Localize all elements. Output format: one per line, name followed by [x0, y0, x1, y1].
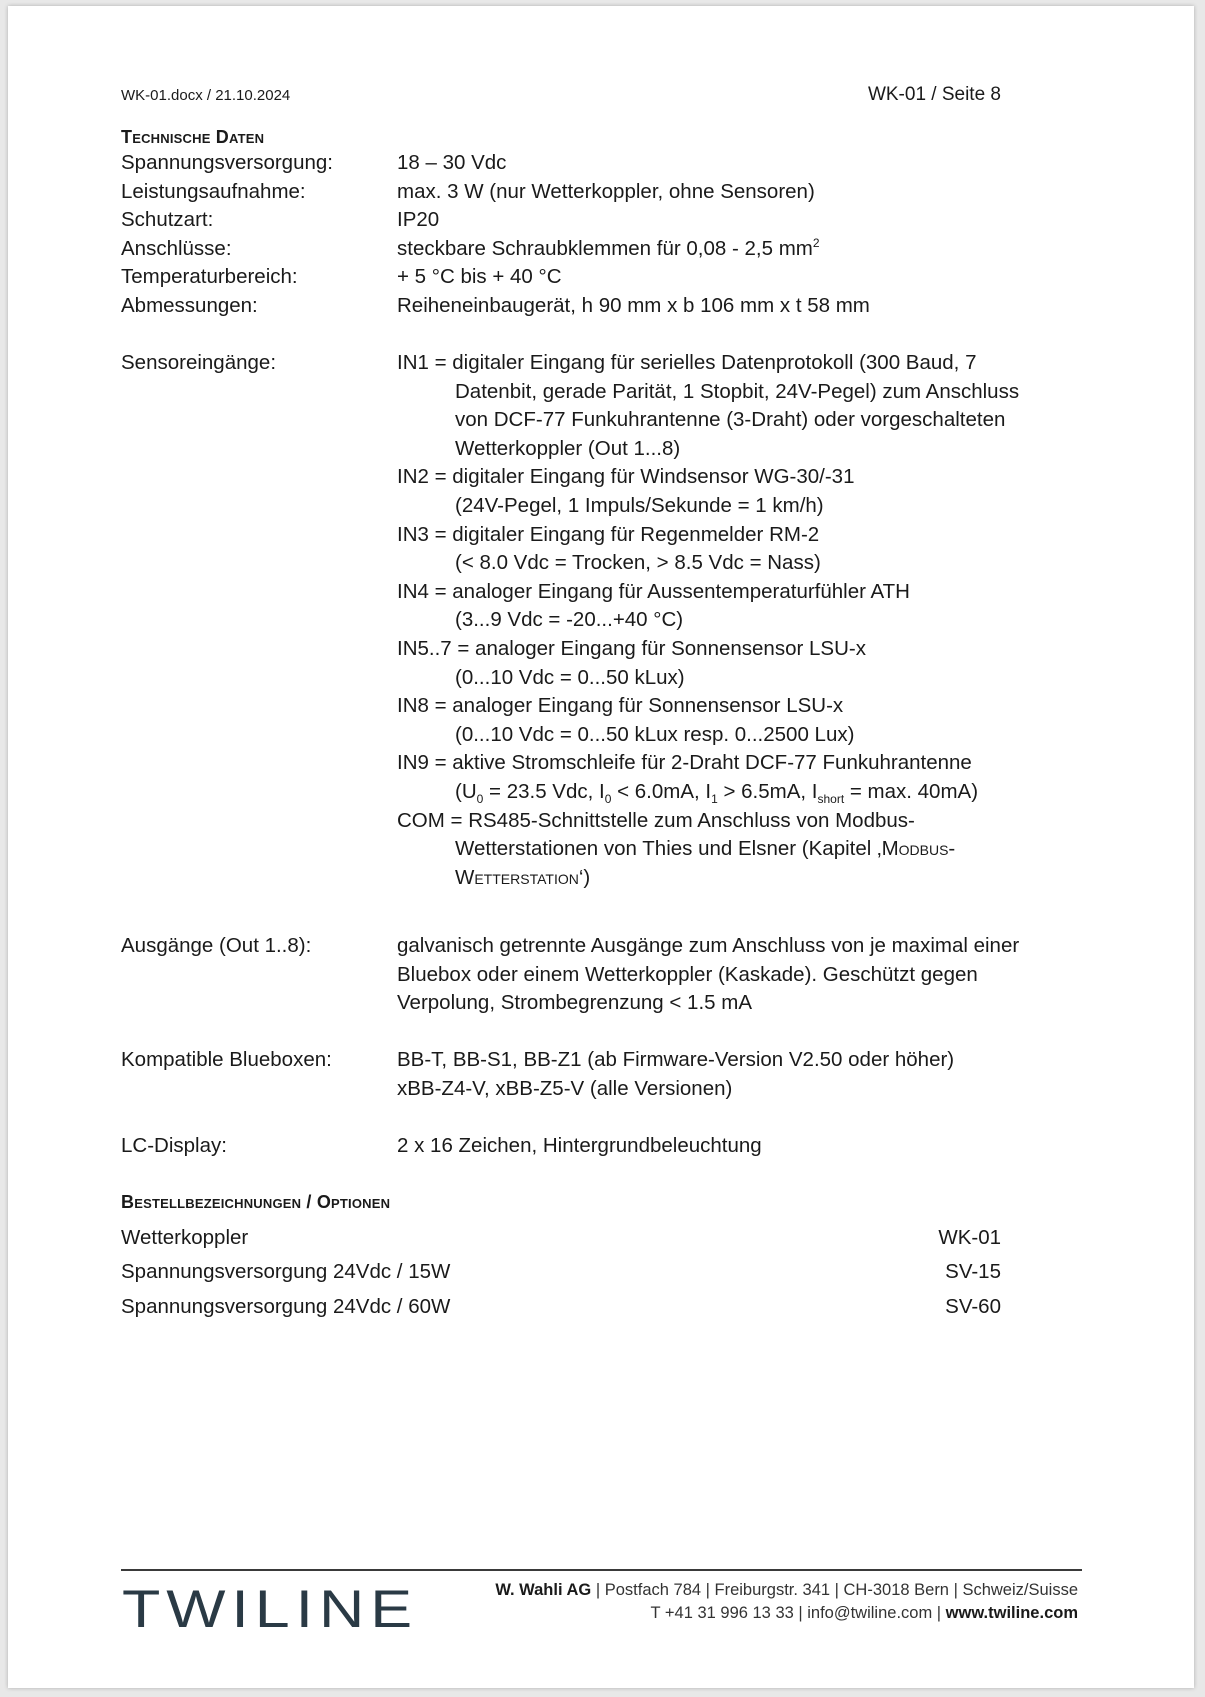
tech-label-dimensions: Abmessungen: — [121, 294, 258, 317]
sensor-com-line2: Wetterstationen von Thies und Elsner (Kapitel ‚Modbus- — [455, 837, 956, 861]
sensor-in4-line2: (3...9 Vdc = -20...+40 °C) — [455, 608, 684, 632]
tech-value-connections: steckbare Schraubklemmen für 0,08 - 2,5 $mm^2$ — [397, 235, 820, 260]
sensor-in1-line3: von DCF-77 Funkuhrantenne (3-Draht) oder vorgeschalteten — [455, 408, 1006, 432]
sensor-in2-line1: IN2 = digitaler Eingang für Windsensor WG-30/-31 — [397, 465, 855, 489]
tech-value-power: 18 – 30 Vdc — [397, 151, 507, 174]
sensors-label: Sensoreingänge: — [121, 351, 277, 374]
tech-label-power: Spannungsversorgung: — [121, 151, 333, 174]
sensor-in9-line1: IN9 = aktive Stromschleife für 2-Draht DCF-77 Funkuhrantenne — [397, 751, 972, 775]
sensor-in8-line2: (0...10 Vdc = 0...50 kLux resp. 0...2500 Lux) — [455, 722, 855, 746]
sensor-in57-line1: IN5..7 = analoger Eingang für Sonnensensor LSU-x — [397, 637, 866, 660]
outputs-label: Ausgänge (Out 1..8): — [121, 934, 312, 957]
order-name-sv15: Spannungsversorgung 24Vdc / 15W — [121, 1260, 451, 1283]
svg-text:TWILINE: TWILINE — [122, 1580, 418, 1632]
compat-label: Kompatible Blueboxen: — [121, 1048, 332, 1071]
sensor-in1-line1: IN1 = digitaler Eingang für serielles Datenprotokoll (300 Baud, 7 — [397, 351, 977, 374]
order-name-sv60: Spannungsversorgung 24Vdc / 60W — [121, 1295, 451, 1318]
section-title-order: Bestellbezeichnungen / Optionen — [121, 1192, 391, 1212]
display-value: 2 x 16 Zeichen, Hintergrundbeleuchtung — [397, 1134, 762, 1157]
sensor-in3-line2: (< 8.0 Vdc = Trocken, > 8.5 Vdc = Nass) — [455, 551, 821, 575]
header-page-number: WK-01 / Seite 8 — [867, 84, 1001, 105]
sensor-com-line1: COM = RS485-Schnittstelle zum Anschluss von Modbus- — [397, 808, 915, 832]
tech-value-temperature: + 5 °C bis + 40 °C — [397, 265, 562, 289]
twiline-logo — [122, 1580, 422, 1632]
compat-line1: BB-T, BB-S1, BB-Z1 (ab Firmware-Version V2.50 oder höher) — [397, 1048, 955, 1071]
sensor-in3-line1: IN3 = digitaler Eingang für Regenmelder RM-2 — [397, 522, 820, 546]
tech-value-consumption: max. 3 W (nur Wetterkoppler, ohne Sensoren) — [397, 179, 815, 203]
footer-address: W. Wahli AG | Postfach 784 | Freiburgstr. 341 | CH-3018 Bern | Schweiz/Suisse — [495, 1581, 1078, 1599]
compat-line2: xBB-Z4-V, xBB-Z5-V (alle Versionen) — [397, 1076, 733, 1100]
outputs-line1: galvanisch getrennte Ausgänge zum Anschluss von je maximal einer — [397, 934, 1020, 957]
outputs-line2: Bluebox oder einem Wetterkoppler (Kaskade). Geschützt gegen — [397, 962, 978, 986]
sensor-in4-line1: IN4 = analoger Eingang für Aussentemperaturfühler ATH — [397, 579, 910, 603]
sensor-in8-line1: IN8 = analoger Eingang für Sonnensensor LSU-x — [397, 694, 844, 718]
outputs-line3: Verpolung, Strombegrenzung < 1.5 mA — [397, 991, 752, 1015]
tech-value-dimensions: Reiheneinbaugerät, h 90 mm x b 106 mm x t 58 mm — [397, 294, 870, 317]
order-code-wk01: WK-01 — [938, 1226, 1001, 1249]
tech-label-connections: Anschlüsse: — [121, 236, 232, 260]
sensor-com-line3: Wetterstation‘) — [455, 865, 591, 889]
tech-label-consumption: Leistungsaufnahme: — [121, 179, 306, 203]
sensor-in9-line2: ($U_0 = 23.5$ Vdc, $I_0 < 6.0mA$, $I_1 > 6.5mA$, $I_{short} = \max$. 40mA) — [455, 780, 979, 807]
tech-label-temperature: Temperaturbereich: — [121, 265, 298, 289]
order-name-wk01: Wetterkoppler — [121, 1226, 249, 1249]
sensor-in1-line2: Datenbit, gerade Parität, 1 Stopbit, 24V-Pegel) zum Anschluss — [455, 379, 1020, 403]
footer-contact: T +41 31 996 13 33 | info@twiline.com | www.twiline.com — [650, 1604, 1078, 1622]
sensor-in57-line2: (0...10 Vdc = 0...50 kLux) — [455, 665, 685, 689]
order-code-sv60: SV-60 — [945, 1295, 1001, 1318]
sensor-in2-line2: (24V-Pegel, 1 Impuls/Sekunde = 1 km/h) — [455, 494, 824, 517]
order-code-sv15: SV-15 — [945, 1260, 1001, 1283]
footer-divider — [121, 1569, 1082, 1571]
display-label: LC-Display: — [121, 1134, 227, 1157]
header-file-info: WK-01.docx / 21.10.2024 — [121, 87, 291, 104]
section-title-tech: Technische Daten — [121, 127, 265, 147]
tech-label-protection: Schutzart: — [121, 208, 214, 232]
sensor-in1-line4: Wetterkoppler (Out 1...8) — [455, 436, 681, 460]
footer-website-link[interactable]: www.twiline.com — [945, 1604, 1078, 1622]
document-page — [8, 6, 1194, 1688]
tech-value-protection: IP20 — [397, 208, 440, 232]
